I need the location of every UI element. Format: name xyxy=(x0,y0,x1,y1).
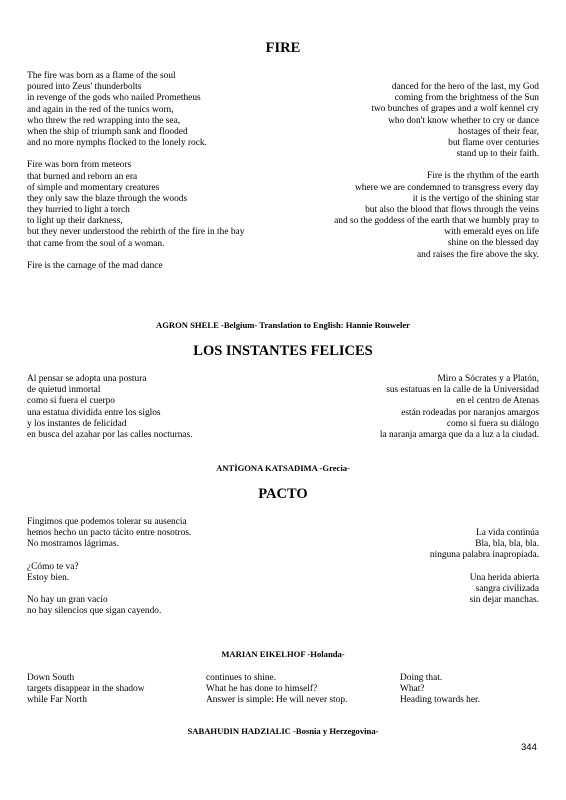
stanza-break xyxy=(27,250,244,261)
poem-line: but they never understood the rebirth of the fire in the bay xyxy=(27,227,245,238)
poem-line: Fire is the rhythm of the earth xyxy=(427,171,539,182)
poem-line: with emerald eyes on life xyxy=(444,227,539,238)
poem-title-pacto: PACTO xyxy=(258,486,308,502)
poem-line: Fingimos que podemos tolerar su ausencia xyxy=(27,517,187,527)
poem-line: no hay silencios que sigan cayendo. xyxy=(27,606,162,617)
haiku-column-3 xyxy=(400,673,480,707)
poem-line: while Far North xyxy=(27,695,87,706)
poem-line: Answer is simple: He will never stop. xyxy=(206,695,348,706)
poem-line: y los instantes de felicidad xyxy=(27,418,127,429)
poem-line: and raises the fire above the sky. xyxy=(416,249,539,260)
poem-line: that burned and reborn an era xyxy=(27,171,138,182)
poem-line: shine on the blessed day xyxy=(447,238,539,249)
poem-line: stand up to their faith. xyxy=(456,149,539,160)
poem-line: Fire was born from meteors xyxy=(27,160,132,171)
poem-line: No mostramos lágrimas. xyxy=(27,539,119,550)
poem-line: they only saw the blaze through the woods xyxy=(27,193,188,204)
stanza-break xyxy=(27,149,244,160)
poem-line: two bunches of grapes and a wolf kennel cry xyxy=(371,104,539,115)
poem-line: una estatua dividida entre los siglos xyxy=(27,407,161,418)
poem-line: como si fuera el cuerpo xyxy=(27,396,115,407)
poem-line: who threw the red wrapping into the sea, xyxy=(27,115,181,126)
poem-line: but flame over centuries xyxy=(448,137,539,148)
poem-line: están rodeadas por naranjos amargos xyxy=(401,407,539,418)
poem-line: en busca del azahar por las calles nocturnas. xyxy=(27,429,193,440)
poem-line: poured into Zeus' thunderbolts xyxy=(27,82,142,93)
poem-line: coming from the brightness of the Sun xyxy=(394,93,539,104)
instantes-right-column xyxy=(380,374,539,441)
poem-line: when the ship of triumph sank and flooded xyxy=(27,126,188,137)
poem-line: sus estatuas en la calle de la Universidad xyxy=(386,385,539,396)
poem-line: where we are condemned to transgress every day xyxy=(354,182,539,193)
author-agron-shele: AGRON SHELE -Belgium- Translation to English: Hannie Rouweler xyxy=(156,320,410,330)
poem-line: they hurried to light a torch xyxy=(27,205,130,216)
stanza-break xyxy=(27,551,191,562)
pacto-left-column xyxy=(27,517,191,617)
poem-line: de quietud inmortal xyxy=(27,385,101,396)
poem-line: sangra civilizada xyxy=(475,583,539,594)
poem-line: La vida continúa xyxy=(476,528,539,538)
poem-line: Fire is the carnage of the mad dance xyxy=(27,260,163,271)
haiku-column-2 xyxy=(206,673,347,707)
fire-right-column xyxy=(334,82,539,261)
poem-line: Bla, bla, bla, bla. xyxy=(475,539,539,550)
poem-line: Una herida abierta xyxy=(469,572,539,583)
poem-line: to light up their darkness, xyxy=(27,216,123,227)
poem-line: it is the vertigo of the shining star xyxy=(412,193,539,204)
poem-line: The fire was born as a flame of the soul xyxy=(27,71,176,81)
poem-line: What? xyxy=(400,684,425,695)
poem-title-fire: FIRE xyxy=(265,40,301,56)
stanza-break xyxy=(430,562,539,573)
author-sabahudin-hadzialic: SABAHUDIN HADZIALIC -Bosnia y Herzegovina- xyxy=(187,726,379,736)
poem-line: but also the blood that flows through the veins xyxy=(365,204,539,215)
poem-line: hostages of their fear, xyxy=(458,126,539,137)
pacto-right-column xyxy=(430,528,539,606)
poem-line: ninguna palabra inapropiada. xyxy=(429,550,539,561)
poem-line: danced for the hero of the last, my God xyxy=(391,82,539,92)
poem-line: Doing that. xyxy=(400,673,443,683)
poem-line: continues to shine. xyxy=(206,673,277,683)
poem-line: and no more nymphs flocked to the lonely rock. xyxy=(27,138,207,149)
poem-line: who don't know whether to cry or dance xyxy=(388,115,539,126)
poem-line: ¿Cómo te va? xyxy=(27,561,79,572)
poem-line: of simple and momentary creatures xyxy=(27,182,160,193)
poem-line: como si fuera su diálogo xyxy=(446,418,539,429)
poem-line: Miro a Sócrates y a Platón, xyxy=(437,374,539,384)
poem-line: Down South xyxy=(27,673,75,683)
poem-line: sin dejar manchas. xyxy=(469,594,539,605)
author-marian-eikelhof: MARIAN EIKELHOF -Holanda- xyxy=(221,649,345,659)
stanza-break xyxy=(27,584,191,595)
poem-line: and again in the red of the tunics worn, xyxy=(27,104,174,115)
stanza-break xyxy=(334,160,539,171)
page-number: 344 xyxy=(521,742,537,753)
poem-line: in revenge of the gods who nailed Prometheus xyxy=(27,93,201,104)
poem-line: What he has done to himself? xyxy=(206,684,318,695)
poem-line: Al pensar se adopta una postura xyxy=(27,374,147,384)
poem-line: and so the goddess of the earth that we humbly pray to xyxy=(334,216,539,227)
poem-line: Estoy bien. xyxy=(27,572,70,583)
instantes-left-column xyxy=(27,374,193,441)
poem-line: that came from the soul of a woman. xyxy=(27,238,165,249)
author-antigona-katsadima: ANTÍGONA KATSADIMA -Grecia- xyxy=(216,463,350,473)
poem-line: Heading towards her. xyxy=(400,695,480,706)
poem-line: No hay un gran vacío xyxy=(27,594,108,605)
poem-line: targets disappear in the shadow xyxy=(27,684,145,695)
poem-line: la naranja amarga que da a luz a la ciudad. xyxy=(379,429,539,440)
poem-title-los-instantes-felices: LOS INSTANTES FELICES xyxy=(193,343,373,359)
haiku-column-1 xyxy=(27,673,145,707)
fire-left-column xyxy=(27,71,244,272)
poem-line: en el centro de Atenas xyxy=(456,396,539,407)
poem-line: hemos hecho un pacto tácito entre nosotros. xyxy=(27,528,192,539)
